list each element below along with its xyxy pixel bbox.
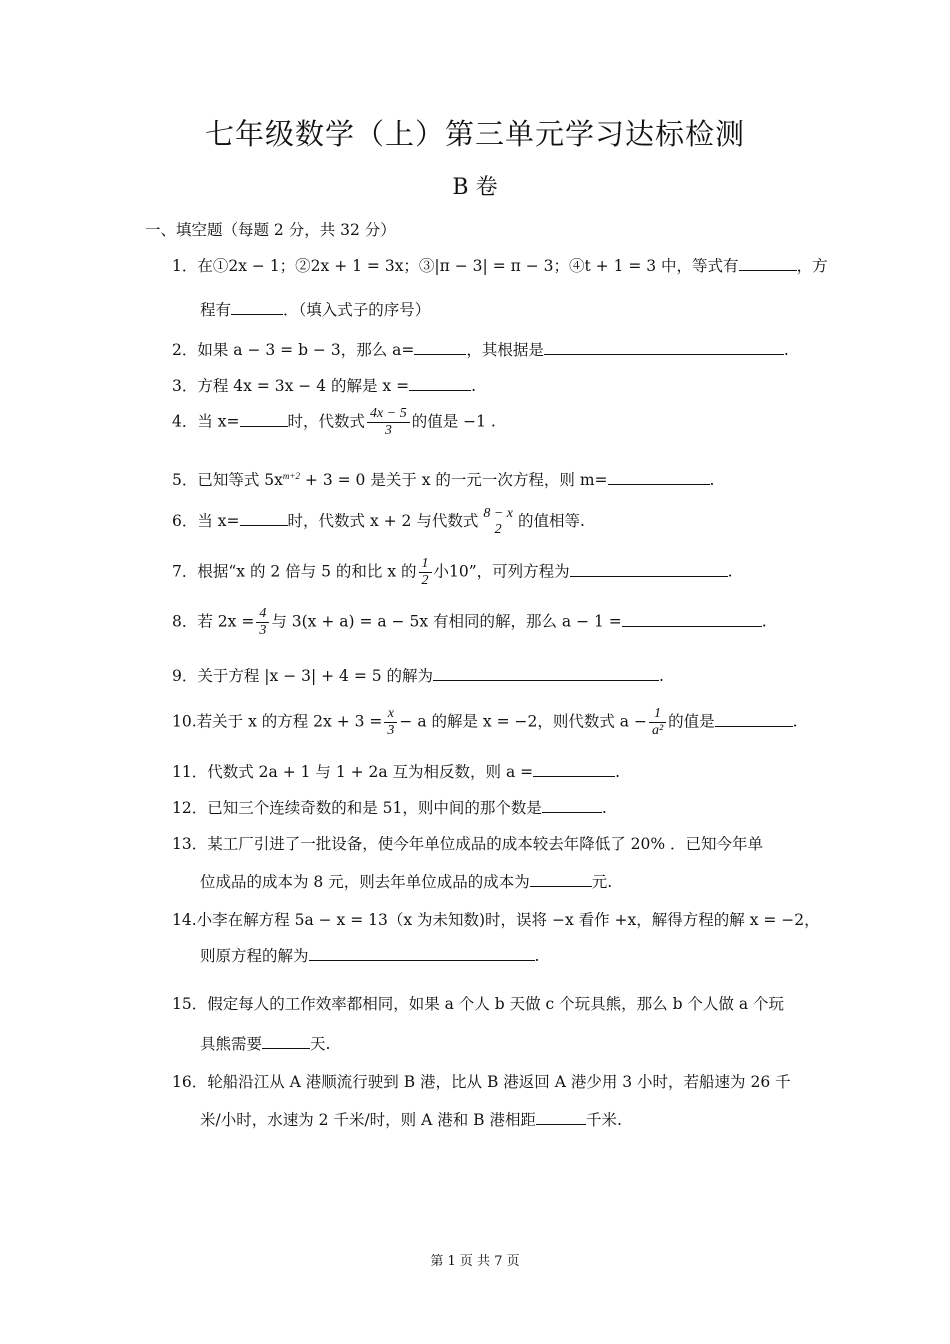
question-text: 如果 a − 3 = b − 3，那么 a=: [197, 341, 415, 359]
question-text: 程有: [200, 301, 232, 319]
question-16-cont: [200, 1108, 622, 1130]
question-text: ，其根据是: [466, 341, 544, 359]
question-text: 方程 4x = 3x − 4 的解是 x =: [197, 377, 410, 395]
question-number: 16．: [172, 1073, 208, 1091]
question-text: 具熊需要: [200, 1035, 263, 1053]
question-number: 6．: [172, 512, 198, 530]
question-tail: ．（填入式子的序号）: [283, 301, 431, 319]
fraction-denominator: 2: [494, 522, 502, 537]
question-14: [172, 908, 820, 930]
page-title: 七年级数学（上）第三单元学习达标检测: [204, 117, 745, 151]
question-number: 14.: [172, 911, 197, 929]
question-text: 假定每人的工作效率都相同，如果 a 个人 b 天做 c 个玩具熊，那么 b 个人做 a 个玩: [207, 995, 785, 1013]
question-text: 位成品的成本为 8 元，则去年单位成品的成本为: [200, 873, 530, 891]
question-tail: 千米.: [585, 1111, 622, 1129]
question-text: 已知三个连续奇数的和是 51，则中间的那个数是: [207, 799, 542, 817]
question-tail: 元.: [591, 873, 613, 891]
question-text: 则原方程的解为: [200, 947, 309, 965]
question-12: [172, 796, 607, 818]
answer-blank[interactable]: [544, 340, 784, 355]
answer-blank[interactable]: [309, 946, 535, 961]
question-11: [172, 760, 620, 782]
question-number: 10.: [172, 712, 197, 731]
fraction-denominator: 2: [421, 573, 429, 588]
answer-blank[interactable]: [433, 666, 659, 681]
question-number: 8．: [172, 612, 198, 631]
question-tail: 的值是 −1 .: [411, 412, 496, 431]
question-tail: .: [659, 667, 664, 685]
question-7: [172, 556, 733, 589]
question-tail: .: [601, 799, 607, 817]
question-3: [172, 374, 476, 396]
question-13-cont: [200, 870, 612, 892]
answer-blank[interactable]: [608, 470, 710, 485]
question-4: [172, 406, 496, 439]
question-number: 7．: [172, 562, 198, 581]
question-text: 若 2x =: [197, 612, 255, 631]
question-text: 时，代数式: [287, 412, 366, 431]
question-text: 某工厂引进了一批设备，使今年单位成品的成本较去年降低了 20% ．已知今年单: [207, 835, 764, 853]
question-tail: .: [615, 763, 621, 781]
question-9: [172, 664, 664, 686]
fraction-numerator: 4x − 5: [367, 406, 410, 423]
question-tail: .: [727, 562, 733, 581]
fraction-denominator: a²: [651, 723, 664, 738]
question-number: 3．: [172, 377, 198, 395]
question-5: [172, 468, 714, 490]
answer-blank[interactable]: [536, 1110, 586, 1125]
answer-blank[interactable]: [262, 1034, 310, 1049]
question-tail: .: [761, 612, 767, 631]
question-tail: .: [709, 471, 715, 489]
question-tail: 的值相等.: [518, 512, 585, 530]
fraction-denominator: 3: [387, 723, 395, 738]
answer-blank[interactable]: [240, 412, 288, 427]
question-number: 1．: [172, 257, 198, 275]
answer-blank[interactable]: [533, 762, 615, 777]
question-tail: ，方: [796, 257, 828, 275]
question-number: 2．: [172, 341, 198, 359]
question-text: + 3 = 0 是关于 x 的一元一次方程，则 m=: [299, 471, 608, 489]
question-text: 当 x=: [197, 412, 240, 431]
fraction: [256, 606, 269, 639]
answer-blank[interactable]: [240, 511, 288, 526]
page-footer: 第 1 页 共 7 页: [430, 1254, 520, 1269]
fraction-denominator: 3: [259, 623, 267, 638]
question-text: 的值是: [668, 712, 715, 731]
fraction: [480, 506, 516, 538]
answer-blank[interactable]: [715, 712, 793, 727]
question-text: 小李在解方程 5a − x = 13（x 为未知数)时，误将 −x 看作 +x，解得方程的解 x = −2，: [196, 911, 820, 929]
question-13: [172, 832, 763, 854]
fraction-numerator: 4: [256, 606, 269, 623]
question-text: 当 x=: [197, 512, 240, 530]
question-text: 轮船沿江从 A 港顺流行驶到 B 港，比从 B 港返回 A 港少用 3 小时，若船速为 26 千: [207, 1073, 791, 1091]
fraction-numerator: 8 − x: [483, 506, 514, 521]
question-tail: 天.: [310, 1035, 331, 1053]
answer-blank[interactable]: [530, 872, 592, 887]
question-text: 若关于 x 的方程 2x + 3 =: [196, 712, 383, 731]
question-text: 关于方程 |x − 3| + 4 = 5 的解为: [197, 667, 434, 685]
question-text: 与 3(x + a) = a − 5x 有相同的解，那么 a − 1 =: [271, 612, 622, 631]
paper-subtitle: B 卷: [452, 175, 498, 200]
answer-blank[interactable]: [570, 562, 728, 577]
question-8: [172, 606, 767, 639]
answer-blank[interactable]: [231, 300, 283, 315]
question-number: 12．: [172, 799, 208, 817]
fraction: [649, 706, 666, 739]
question-16: [172, 1070, 791, 1092]
question-tail: .: [792, 712, 798, 731]
section-heading: 一、填空题（每题 2 分，共 32 分）: [145, 221, 396, 239]
fraction-numerator: 1: [419, 556, 432, 573]
question-number: 13．: [172, 835, 208, 853]
fraction: [384, 706, 397, 739]
question-number: 5．: [172, 471, 198, 489]
question-2: [172, 338, 789, 360]
question-10: [172, 706, 798, 739]
question-1-cont: [200, 298, 430, 320]
question-14-cont: [200, 944, 539, 966]
question-text: − a 的解是 x = −2，则代数式 a −: [399, 712, 647, 731]
question-number: 15．: [172, 995, 208, 1013]
question-text: 根据“x 的 2 倍与 5 的和比 x 的: [197, 562, 417, 581]
question-number: 9．: [172, 667, 198, 685]
answer-blank[interactable]: [739, 256, 797, 271]
question-text: 时，代数式 x + 2 与代数式: [287, 512, 479, 530]
question-number: 4．: [172, 412, 198, 431]
question-tail: .: [471, 377, 476, 395]
answer-blank[interactable]: [622, 612, 762, 627]
question-1: [172, 254, 828, 276]
question-text: 代数式 2a + 1 与 1 + 2a 互为相反数，则 a =: [207, 763, 534, 781]
question-text: 在①2x − 1；②2x + 1 = 3x；③|π − 3| = π − 3；④t + 1 = 3 中，等式有: [197, 257, 739, 275]
question-text: 米/小时，水速为 2 千米/时，则 A 港和 B 港相距: [200, 1111, 536, 1129]
question-text: 已知等式 5x: [197, 471, 283, 489]
fraction: [419, 556, 432, 589]
question-15-cont: [200, 1032, 330, 1054]
fraction-denominator: 3: [384, 423, 392, 438]
question-tail: .: [783, 341, 789, 359]
answer-blank[interactable]: [414, 340, 466, 355]
answer-blank[interactable]: [542, 798, 602, 813]
question-tail: .: [534, 947, 540, 965]
question-6: [172, 506, 585, 538]
answer-blank[interactable]: [409, 376, 471, 391]
fraction: [367, 406, 410, 439]
question-number: 11．: [172, 763, 208, 781]
fraction-numerator: x: [384, 706, 397, 723]
superscript: m+2: [282, 470, 300, 481]
question-text: 小10”，可列方程为: [433, 562, 570, 581]
question-15: [172, 992, 784, 1014]
fraction-numerator: 1: [649, 706, 666, 723]
